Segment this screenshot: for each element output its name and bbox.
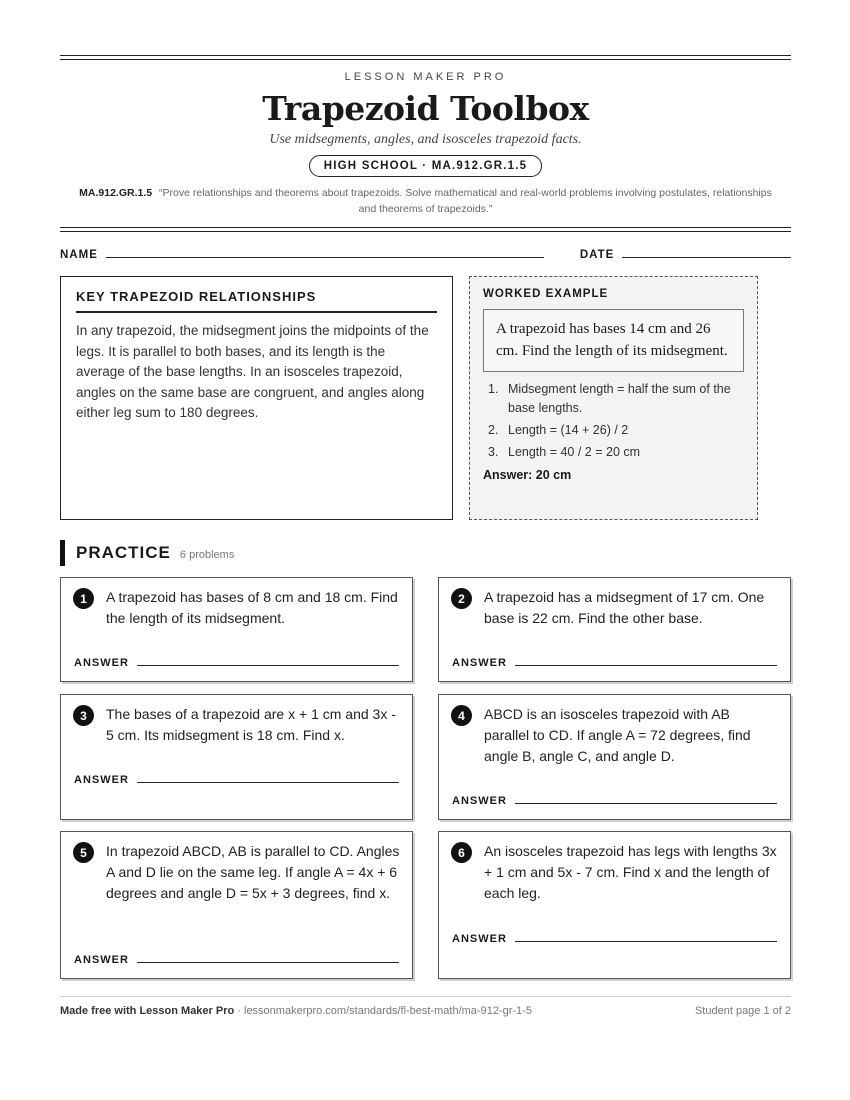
page-footer: [60, 996, 791, 1017]
key-relationships-box: [60, 276, 453, 520]
answer-label: ANSWER: [452, 795, 507, 807]
practice-grid: [60, 577, 791, 979]
standard-code: MA.912.GR.1.5: [79, 187, 153, 199]
answer-field[interactable]: [137, 665, 399, 666]
footer-page-number: Student page 1 of 2: [694, 1005, 791, 1017]
problem-number-badge: 1: [73, 588, 94, 609]
problem-card-4: [438, 694, 791, 820]
problem-number-badge: 3: [73, 705, 94, 726]
worked-example-heading: WORKED EXAMPLE: [483, 288, 609, 300]
standard-text: “Prove relationships and theorems about trapezoids. Solve mathematical and real-world problems involving postulates, relationships and theorems of trapezoids.”: [159, 187, 772, 215]
key-box-text: In any trapezoid, the midsegment joins the midpoints of the legs. It is parallel to both bases, and its length is the average of the base lengths. In an isosceles trapezoid, angles on the same base are congruent, and angles along either leg sum to 180 degrees.: [76, 323, 429, 420]
page-subtitle: Use midsegments, angles, and isosceles trapezoid facts.: [269, 132, 582, 147]
worked-example-box: [469, 276, 758, 520]
problem-card-6: [438, 831, 791, 979]
practice-heading: PRACTICE: [76, 543, 171, 562]
practice-header: [60, 540, 791, 566]
name-label: NAME: [60, 249, 98, 261]
answer-label: ANSWER: [74, 954, 129, 966]
problem-text: In trapezoid ABCD, AB is parallel to CD. Angles A and D lie on the same leg. If angle A = 4x + 6 degrees and angle D = 5x + 3 degrees, find x.: [106, 843, 400, 901]
brand-name: LESSON MAKER PRO: [344, 71, 507, 83]
level-badge: HIGH SCHOOL · MA.912.GR.1.5: [309, 155, 542, 177]
problem-card-3: [60, 694, 413, 820]
problem-number-badge: 4: [451, 705, 472, 726]
footer-url[interactable]: · lessonmakerpro.com/standards/fl-best-math/ma-912-gr-1-5: [234, 1005, 532, 1017]
problem-card-1: [60, 577, 413, 682]
name-field[interactable]: [106, 257, 544, 258]
answer-field[interactable]: [137, 962, 399, 963]
name-date-row: [60, 249, 791, 261]
problem-text: An isosceles trapezoid has legs with lengths 3x + 1 cm and 5x - 7 cm. Find x and the length of each leg.: [484, 843, 777, 901]
problem-card-2: [438, 577, 791, 682]
header-rule-bottom: [60, 227, 791, 232]
date-label: DATE: [579, 249, 615, 261]
problem-text: The bases of a trapezoid are x + 1 cm and 3x - 5 cm. Its midsegment is 18 cm. Find x.: [106, 706, 396, 743]
key-box-heading: KEY TRAPEZOID RELATIONSHIPS: [76, 289, 437, 313]
step-item: 3. Length = 40 / 2 = 20 cm: [488, 445, 641, 459]
problem-count: 6 problems: [179, 548, 235, 561]
problem-number-badge: 5: [73, 842, 94, 863]
answer-field[interactable]: [515, 665, 777, 666]
problem-text: A trapezoid has bases of 8 cm and 18 cm. Find the length of its midsegment.: [106, 589, 398, 626]
problem-card-5: [60, 831, 413, 979]
answer-field[interactable]: [515, 803, 777, 804]
problem-text: ABCD is an isosceles trapezoid with AB parallel to CD. If angle A = 72 degrees, find angle B, angle C, and angle D.: [484, 706, 751, 764]
worked-example-steps: [483, 380, 744, 462]
answer-label: ANSWER: [452, 933, 507, 945]
page-title: Trapezoid Toolbox: [262, 89, 589, 128]
date-field[interactable]: [622, 257, 791, 258]
worked-example-problem: A trapezoid has bases 14 cm and 26 cm. Find the length of its midsegment.: [483, 309, 744, 372]
problem-number-badge: 2: [451, 588, 472, 609]
worksheet-page: [60, 55, 791, 979]
problem-number-badge: 6: [451, 842, 472, 863]
answer-label: ANSWER: [74, 774, 129, 786]
answer-label: ANSWER: [452, 657, 507, 669]
step-item: 2. Length = (14 + 26) / 2: [488, 423, 629, 437]
step-item: 1. Midsegment length = half the sum of the base lengths.: [488, 382, 731, 415]
answer-field[interactable]: [515, 941, 777, 942]
answer-field[interactable]: [137, 782, 399, 783]
standard-description: [60, 185, 791, 217]
footer-made-with: Made free with Lesson Maker Pro: [60, 1005, 235, 1017]
worked-example-answer: Answer: 20 cm: [483, 468, 572, 482]
header-rule-top: [60, 55, 791, 60]
problem-text: A trapezoid has a midsegment of 17 cm. One base is 22 cm. Find the other base.: [484, 589, 765, 626]
answer-label: ANSWER: [74, 657, 129, 669]
